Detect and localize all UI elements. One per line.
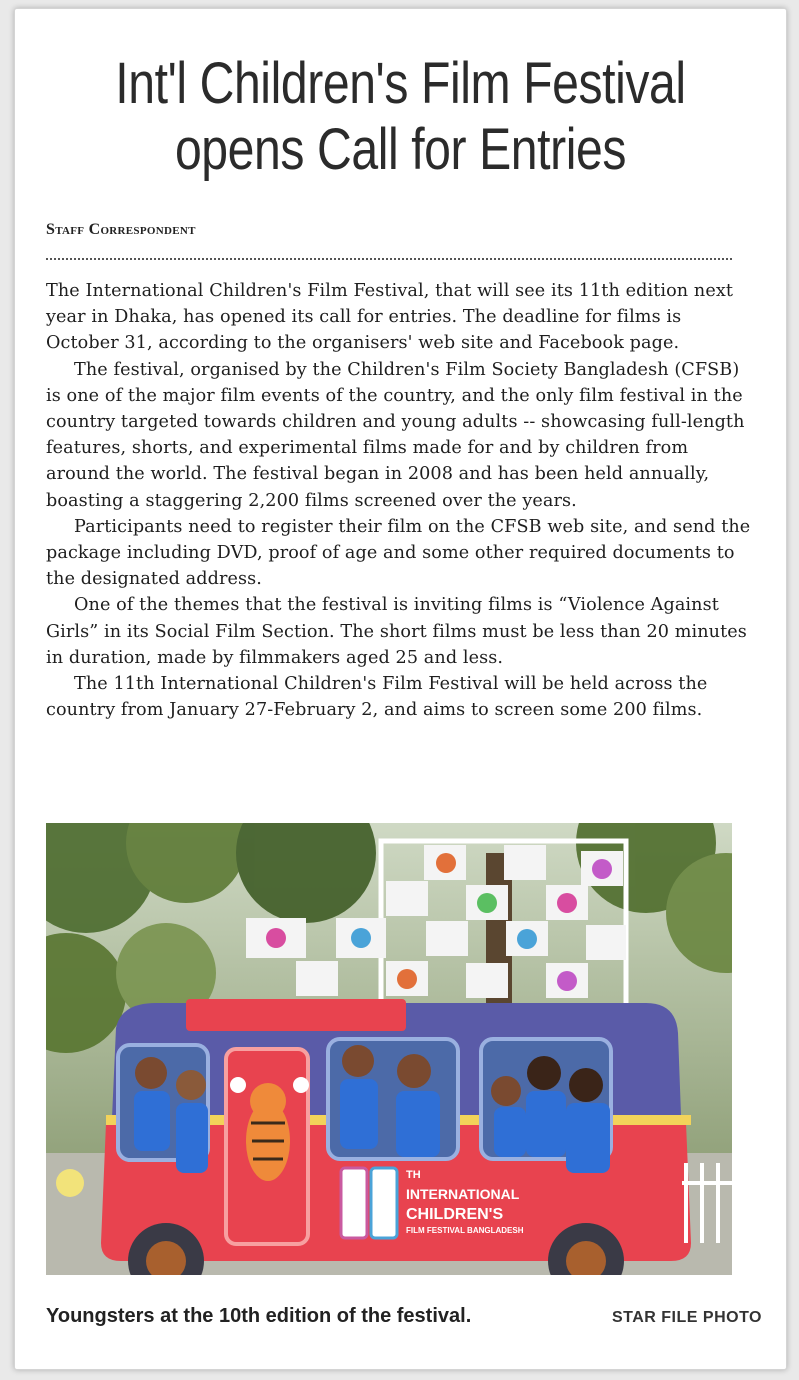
- bus-logo-line-4: FILM FESTIVAL BANGLADESH: [406, 1226, 524, 1235]
- bus-logo-line-3: CHILDREN'S: [406, 1206, 504, 1223]
- byline: Staff Correspondent: [46, 221, 196, 238]
- bus-cutout: [56, 999, 691, 1275]
- bus-logo-line-1: TH: [406, 1169, 421, 1181]
- bus-scene-illustration: [46, 823, 732, 1275]
- dotted-divider: [46, 258, 732, 260]
- paragraph-5: The 11th International Children's Film Festival will be held across the country from January 27-February 2, and aims to screen some 200 films.: [46, 674, 708, 721]
- headline-line-1: Int'l Children's Film Festival: [115, 51, 686, 116]
- bus-headlight: [56, 1169, 84, 1197]
- headline: [81, 51, 721, 183]
- paragraph-1: The International Children's Film Festival, that will see its 11th edition next year in Dhaka, has opened its call for entries. The deadline for films is October 31, according to the organisers' web site and Facebook page.: [46, 281, 734, 354]
- festival-photo: [46, 823, 732, 1275]
- paragraph-3: Participants need to register their film on the CFSB web site, and send the package including DVD, proof of age and some other required documents to the designated address.: [46, 516, 751, 590]
- paragraph-4: One of the themes that the festival is inviting films is “Violence Against Girls” in its Social Film Section. The short films must be less than 20 minutes in duration, made by filmmakers aged 25 and less.: [46, 595, 747, 668]
- article-body: [46, 278, 752, 723]
- headline-line-2: opens Call for Entries: [174, 117, 627, 182]
- paragraph-2: The festival, organised by the Children's Film Society Bangladesh (CFSB) is one of the major film events of the country, and the only film festival in the country targeted towards children and young adults -- showcasing full-length features, shorts, and experimental films made for and by children from around the world. The festival began in 2008 and has been held annually, boasting a staggering 2,200 films screened over the years.: [46, 359, 745, 511]
- bus-sign: [186, 999, 406, 1031]
- photo-caption: Youngsters at the 10th edition of the festival.: [46, 1305, 472, 1327]
- photo-credit: STAR FILE PHOTO: [611, 1309, 762, 1326]
- bus-logo-line-2: INTERNATIONAL: [406, 1186, 520, 1202]
